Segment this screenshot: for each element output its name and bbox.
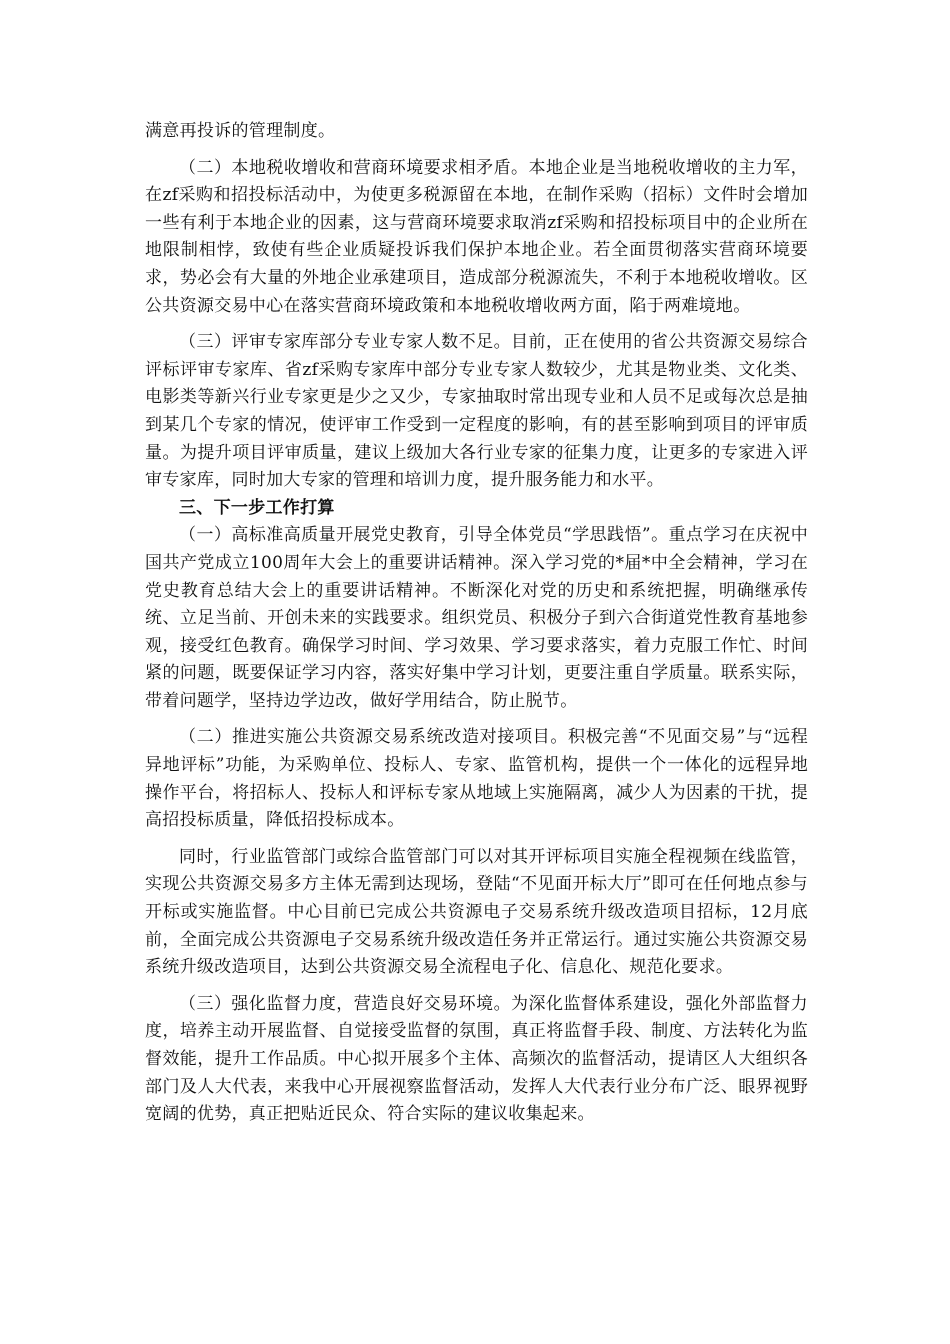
paragraph-system-upgrade: （二）推进实施公共资源交易系统改造对接项目。积极完善“不见面交易”与“远程异地评标”功能，为采购单位、投标人、专家、监管机构，提供一个一体化的远程异地操作平台，将招标人、投标人和评标专家从地域上实施隔离，减少人为因素的干扰，提高招投标质量，降低招投标成本。 [145,727,808,831]
paragraph-online-supervision: 同时，行业监管部门或综合监管部门可以对其开评标项目实施全程视频在线监管，实现公共资源交易多方主体无需到达现场，登陆“不见面开标大厅”即可在任何地点参与开标或实施监督。中心目前已完成公共资源电子交易系统升级改造项目招标，12月底前，全面完成公共资源电子交易系统升级改造任务并正常运行。通过实施公共资源交易系统升级改造项目，达到公共资源交易全流程电子化、信息化、规范化要求。 [145,846,808,978]
paragraph-continuation: 满意再投诉的管理制度。 [145,121,336,141]
section-heading-next-steps: 三、下一步工作打算 [179,497,335,518]
document-page [145,118,808,1129]
paragraph-expert-shortage: （三）评审专家库部分专业专家人数不足。目前，正在使用的省公共资源交易综合评标评审专家库、省zf采购专家库中部分专业专家人数较少，尤其是物业类、文化类、电影类等新兴行业专家更是少之又少，专家抽取时常出现专业和人员不足或每次总是抽到某几个专家的情况，使评审工作受到一定程度的影响，有的甚至影响到项目的评审质量。为提升项目评审质量，建议上级加大各行业专家的征集力度，让更多的专家进入评审专家库，同时加大专家的管理和培训力度，提升服务能力和水平。 [145,332,808,491]
paragraph-party-history: （一）高标准高质量开展党史教育，引导全体党员“学思践悟”。重点学习在庆祝中国共产党成立100周年大会上的重要讲话精神。深入学习党的*届*中全会精神，学习在党史教育总结大会上的重要讲话精神。不断深化对党的历史和系统把握，明确继承传统、立足当前、开创未来的实践要求。组织党员、积极分子到六合街道党性教育基地参观，接受红色教育。确保学习时间、学习效果、学习要求落实，着力克服工作忙、时间紧的问题，既要保证学习内容，落实好集中学习计划，更要注重自学质量。联系实际，带着问题学，坚持边学边改，做好学用结合，防止脱节。 [145,525,808,711]
paragraph-tax-conflict: （二）本地税收增收和营商环境要求相矛盾。本地企业是当地税收增收的主力军，在zf采购和招投标活动中，为使更多税源留在本地，在制作采购（招标）文件时会增加一些有利于本地企业的因素，这与营商环境要求取消zf采购和招投标项目中的企业所在地限制相悖，致使有些企业质疑投诉我们保护本地企业。若全面贯彻落实营商环境要求，势必会有大量的外地企业承建项目，造成部分税源流失，不利于本地税收增收。区公共资源交易中心在落实营商环境政策和本地税收增收两方面，陷于两难境地。 [145,157,808,316]
paragraph-strengthen-supervision: （三）强化监督力度，营造良好交易环境。为深化监督体系建设，强化外部监督力度，培养主动开展监督、自觉接受监督的氛围，真正将监督手段、制度、方法转化为监督效能，提升工作品质。中心拟开展多个主体、高频次的监督活动，提请区人大组织各部门及人大代表，来我中心开展视察监督活动，发挥人大代表行业分布广泛、眼界视野宽阔的优势，真正把贴近民众、符合实际的建议收集起来。 [145,993,808,1125]
